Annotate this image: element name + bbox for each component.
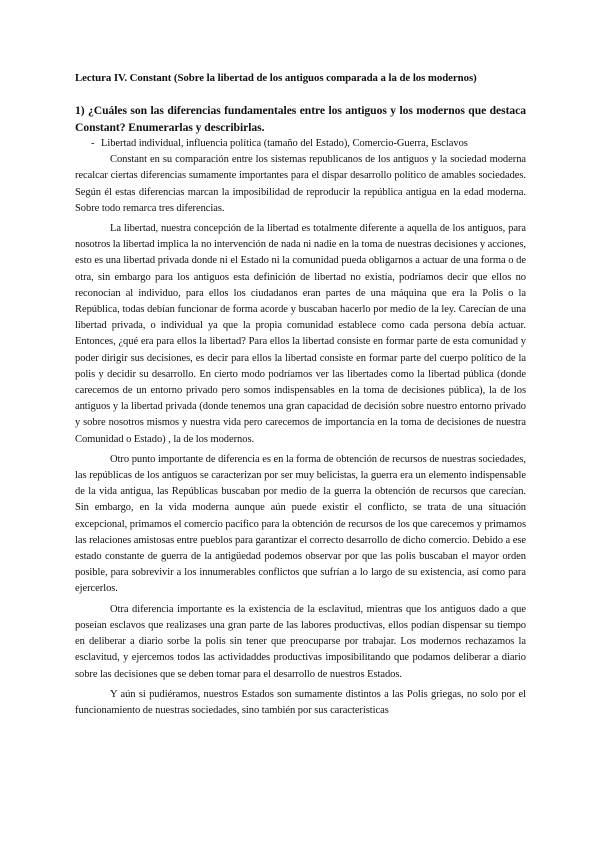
bullet-item	[75, 136, 526, 152]
body-paragraph: Otro punto importante de diferencia es en la forma de obtención de recursos de nuestras sociedades, las repúblicas de los antiguos se caracterizan por ser muy belicistas, la guerra era un elemento indispensable de la vida antigua, las Repúblicas buscaban por medio de la guerra la obtención de recursos que carecían. Sin embargo, en la vida moderna aunque aún puede existir el conflicto, se trata de una situación excepcional, primamos el comercio pacífico para la obtención de recursos de los que carecemos y primamos las relaciones amistosas entre pueblos para garantizar el correcto desarrollo de dicho comercio. Debido a ese estado constante de guerra de la antigüedad podemos observar por que las polis buscaban el mayor orden posible, para sobrevivir a los innumerables conflictos que sufrían a lo largo de su existencia, así como para ejercerlos.	[75, 453, 526, 595]
lecture-title: Lectura IV. Constant (Sobre la libertad de los antiguos comparada a la de los modernos)	[75, 72, 477, 84]
body-paragraph: La libertad, nuestra concepción de la libertad es totalmente diferente a aquella de los antiguos, para nosotros la libertad implica la no intervención de nada ni nadie en la toma de nuestras decisiones y acciones, esto es una libertad privada donde ni el Estado ni la comunidad pueda obligarnos a actuar de una forma o de otra, sin embargo para los antiguos esta definición de libertad no existía, podríamos decir que ellos no reconocían al individuo, para ellos los ciudadanos eran partes de una máquina que era la Polis o la República, todas debían funcionar de forma acorde y buscaban hacerlo por medio de la ley. Carecían de una libertad privada, o individual ya que la propia comunidad establece como cada persona debía actuar. Entonces, ¿qué era para ellos la libertad? Para ellos la libertad consiste en formar parte de esta comunidad y poder dirigir sus decisiones, es decir para ellos la libertad consiste en formar parte del cuerpo político de la polis y decidir su desarrollo. En cierto modo podríamos ver las libertades como la libertad pública (donde carecemos de un entorno privado pero somos indispensables en la toma de decisiones pública), la de los antiguos y la libertad privada (donde tenemos una gran capacidad de decisión sobre nuestro entorno privado y sobre nosotros mismos y nuestra vida pero carecemos de importancia en la toma de decisiones de nuestra Comunidad o Estado) , la de los modernos.	[75, 223, 526, 445]
document-page	[75, 70, 526, 723]
question-heading: 1) ¿Cuáles son las diferencias fundamentales entre los antiguos y los modernos que destaca Constant? Enumerarlas y describirlas.	[75, 104, 526, 134]
body-paragraph: Otra diferencia importante es la existencia de la esclavitud, mientras que los antiguos dado a que poseían esclavos que realizases una gran parte de las labores productivas, ellos podían dispensar su tiempo en deliberar a diario sorbe la polis sin tener que preocuparse por trabajar. Los modernos rechazamos la esclavitud, y ejercemos todos las actividaddes productivas imposibilitando que podamos deliberar a diario sobre las decisiones que se deben tomar para el desarrollo de nuestros Estados.	[75, 603, 526, 680]
body-paragraph: Y aún si pudiéramos, nuestros Estados son sumamente distintos a las Polis griegas, no solo por el funcionamiento de nuestras sociedades, sino también por sus características	[75, 688, 526, 716]
bullet-text: Libertad individual, influencia política (tamaño del Estado), Comercio-Guerra, Esclavos	[101, 138, 468, 149]
body-paragraph: Constant en su comparación entre los sistemas republicanos de los antiguos y la sociedad moderna recalcar ciertas diferencias sumamente importantes para el dispar desarrollo político de amables sociedades. Según él estas diferencias marcan la imposibilidad de reproducir la república antigua en la edad moderna. Sobre todo remarca tres diferencias.	[75, 154, 526, 214]
bullet-marker: -	[91, 138, 95, 149]
